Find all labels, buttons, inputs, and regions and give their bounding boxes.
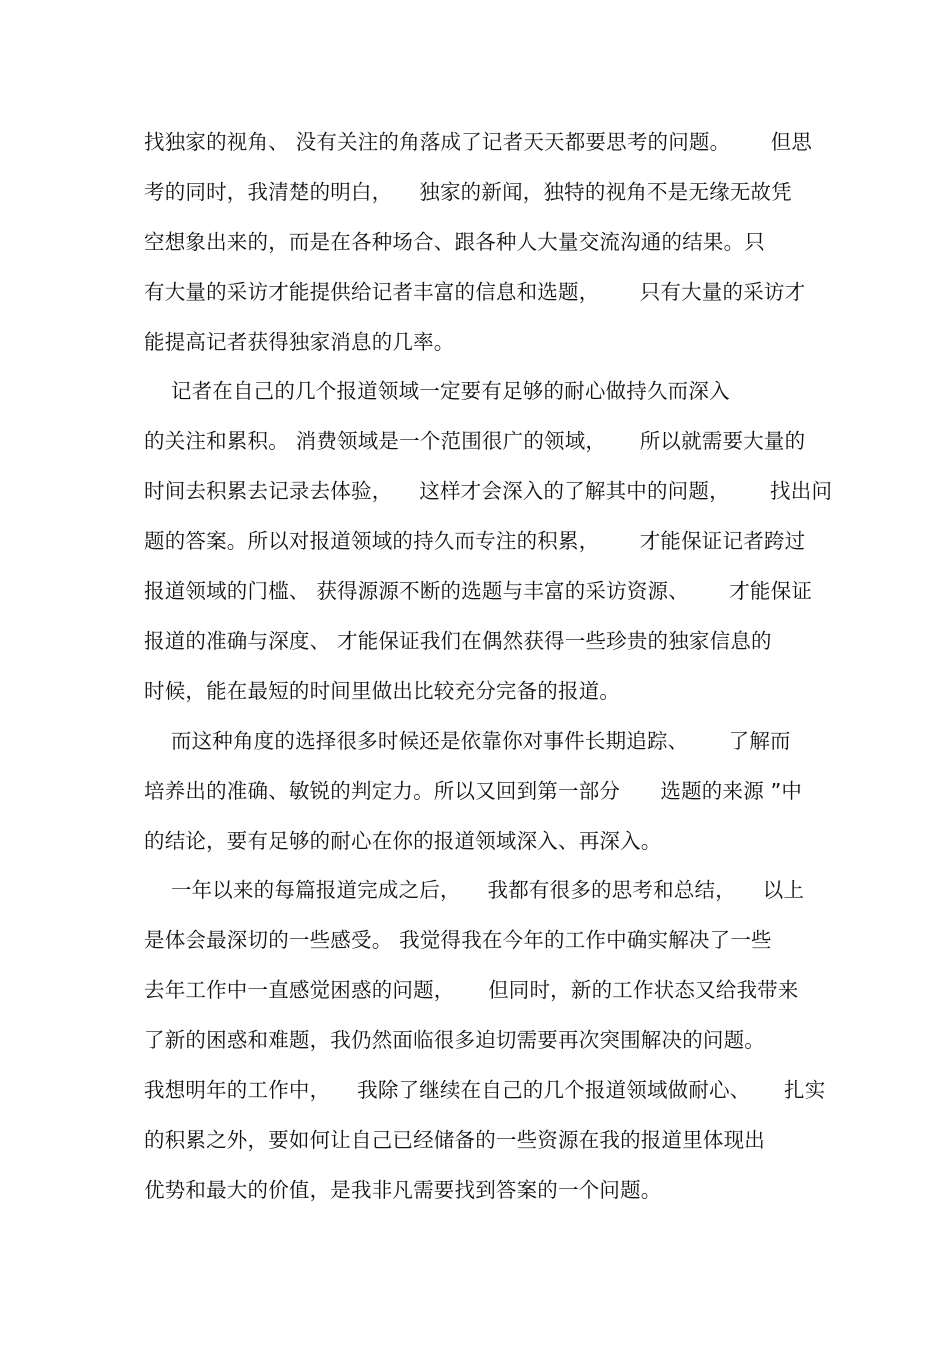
text-line: 培养出的准确、敏锐的判定力。所以又回到第一部分 选题的来源 ”中 <box>144 779 803 803</box>
text-line: 是体会最深切的一些感受。 我觉得我在今年的工作中确实解决了一些 <box>144 928 772 952</box>
text-line: 一年以来的每篇报道完成之后， 我都有很多的思考和总结， 以上 <box>144 878 805 902</box>
text-line: 去年工作中一直感觉困惑的问题， 但同时，新的工作状态又给我带来 <box>144 978 799 1002</box>
text-line: 而这种角度的选择很多时候还是依靠你对事件长期追踪、 了解而 <box>144 729 791 753</box>
text-line: 报道的准确与深度、 才能保证我们在偶然获得一些珍贵的独家信息的 <box>144 629 772 653</box>
text-line: 有大量的采访才能提供给记者丰富的信息和选题， 只有大量的采访才 <box>144 280 806 304</box>
text-line: 考的同时，我清楚的明白， 独家的新闻，独特的视角不是无缘无故凭 <box>144 180 792 204</box>
text-line: 报道领域的门槛、 获得源源不断的选题与丰富的采访资源、 才能保证 <box>144 579 813 603</box>
text-line: 优势和最大的价值，是我非凡需要找到答案的一个问题。 <box>144 1178 662 1202</box>
text-line: 了新的困惑和难题，我仍然面临很多迫切需要再次突围解决的问题。 <box>144 1028 765 1052</box>
text-line: 记者在自己的几个报道领域一定要有足够的耐心做持久而深入 <box>144 379 730 403</box>
text-line: 时间去积累去记录去体验， 这样才会深入的了解其中的问题， 找出问 <box>144 479 833 503</box>
text-line: 的积累之外，要如何让自己已经储备的一些资源在我的报道里体现出 <box>144 1128 765 1152</box>
text-line: 的结论，要有足够的耐心在你的报道领域深入、再深入。 <box>144 829 662 853</box>
text-line: 题的答案。所以对报道领域的持久而专注的积累， 才能保证记者跨过 <box>144 529 806 553</box>
text-line: 时候，能在最短的时间里做出比较充分完备的报道。 <box>144 679 621 703</box>
text-line: 的关注和累积。 消费领域是一个范围很广的领域， 所以就需要大量的 <box>144 429 806 453</box>
text-line: 找独家的视角、 没有关注的角落成了记者天天都要思考的问题。 但思 <box>144 130 813 154</box>
text-line: 空想象出来的，而是在各种场合、跟各种人大量交流沟通的结果。只 <box>144 230 765 254</box>
text-line: 能提高记者获得独家消息的几率。 <box>144 330 455 354</box>
text-line: 我想明年的工作中， 我除了继续在自己的几个报道领域做耐心、 扎实 <box>144 1078 826 1102</box>
